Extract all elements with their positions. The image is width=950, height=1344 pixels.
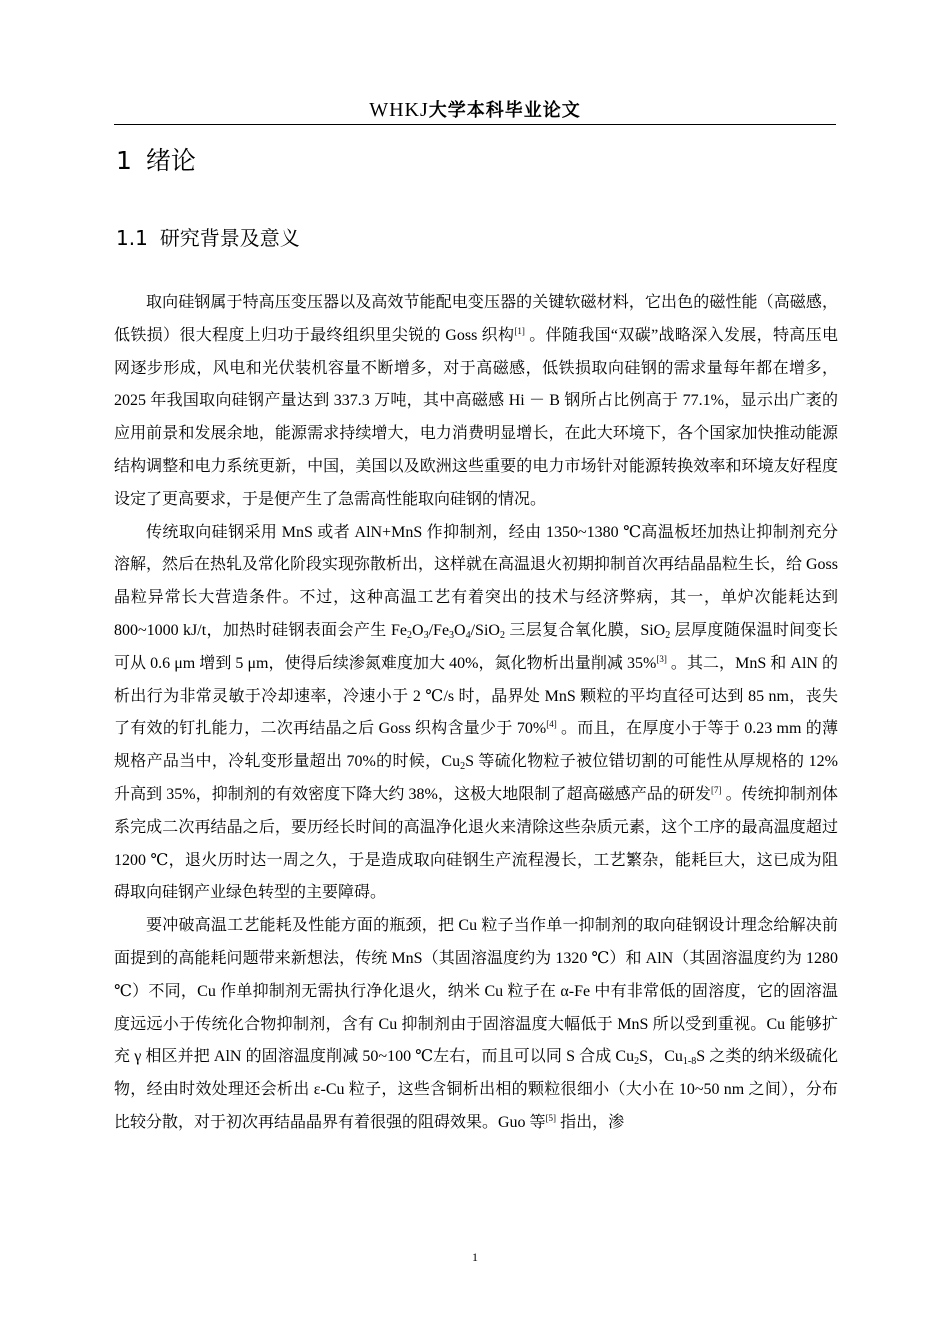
text-run: /Fe [428,621,450,639]
subscript: 4 [465,629,471,641]
subscript: 3 [449,629,455,641]
text-run: 指出，渗 [556,1113,625,1131]
chapter-heading [116,141,196,177]
body-paragraph [114,910,838,1140]
citation-marker: [7] [711,784,722,795]
text-run: 取向硅钢属于特高压变压器以及高效节能配电变压器的关键软磁材料，它出色的磁性能（高磁感，低铁损）很大程度上归功于最终组织里尖锐的 Goss 织构 [114,294,838,344]
text-run: 。其二，MnS 和 AlN 的析出行为非常灵敏于冷却速率，冷速小于 2 ℃/s 时，晶界处 MnS 颗粒的平均直径可达到 85 nm，丧失了有效的钉扎能力，二次再结晶之后 Goss 织构含量少于 70% [114,654,838,738]
text-run: 传统取向硅钢采用 MnS 或者 AlN+MnS 作抑制剂，经由 1350~1380 ℃高温板坯加热让抑制剂充分溶解，然后在热轧及常化阶段实现弥散析出，这样就在高温退火初期抑制首次再结晶晶粒生长，给 Goss 晶粒异常长大营造条件。不过，这种高温工艺有着突出的技术与经济弊病，其一，单炉次能耗达到 800~1000 kJ/t，加热时硅钢表面会产生 Fe [114,523,839,639]
text-run: 三层复合氧化膜，SiO [504,621,666,639]
body-paragraph [114,517,838,911]
citation-marker: [4] [546,719,557,730]
text-run: S 等硫化物粒子被位错切割的可能性从厚规格的 12%升高到 35%，抑制剂的有效密度下降大约 38%，这极大地限制了超高磁感产品的研发 [114,753,838,803]
subscript: 1-8 [682,1056,697,1068]
citation-marker: [1] [514,325,525,336]
text-run: O [454,621,466,639]
text-run: 。传统抑制剂体系完成二次再结晶之后，要历经长时间的高温净化退火来清除这些杂质元素，这个工序的最高温度超过 1200 ℃，退火历时达一周之久，于是造成取向硅钢生产流程漫长，工艺繁杂，能耗巨大，这已成为阻碍取向硅钢产业绿色转型的主要障碍。 [114,785,838,902]
text-run: 。伴随我国“双碳”战略深入发展，特高压电网逐步形成，风电和光伏装机容量不断增多，对于高磁感，低铁损取向硅钢的需求量每年都在增多，2025 年我国取向硅钢产量达到 337.3 万吨，其中高磁感 Hi － B 钢所占比例高于 77.1%，显示出广袤的应用前景和发展余地，能源需求持续增大，电力消费明显增长，在此大环境下，各个国家加快推动能源结构调整和电力系统更新，中国，美国以及欧洲这些重要的电力市场针对能源转换效率和环境友好程度设定了更高要求，于是便产生了急需高性能取向硅钢的情况。 [114,326,838,508]
running-header [114,96,836,125]
subscript: 2 [665,629,671,641]
body-text [114,287,838,1140]
text-run: 。而且，在厚度小于等于 0.23 mm 的薄规格产品当中，冷轧变形量超出 70%的时候，Cu [114,720,838,771]
subscript: 2 [634,1056,640,1068]
header-latin-text: WHKJ [369,99,429,121]
text-run: S，Cu [639,1048,683,1066]
section-heading [116,222,300,251]
subscript: 3 [423,629,429,641]
header-chinese-text: 大学本科毕业论文 [428,100,581,121]
section-title: 研究背景及意义 [159,226,300,250]
body-paragraph [114,287,838,517]
subscript: 2 [460,761,466,773]
text-run: O [412,621,424,639]
text-run: 要冲破高温工艺能耗及性能方面的瓶颈，把 Cu 粒子当作单一抑制剂的取向硅钢设计理念给解决前面提到的高能耗问题带来新想法，传统 MnS（其固溶温度约为 1320 ℃）和 AlN（其固溶温度约为 1280 ℃）不同，Cu 作单抑制剂无需执行净化退火，纳米 Cu 粒子在 α-Fe 中有非常低的固溶度，它的固溶温度远远小于传统化合物抑制剂，含有 Cu 抑制剂由于固溶温度大幅低于 MnS 所以受到重视。Cu 能够扩充 γ 相区并把 AlN 的固溶温度削减 50~100 ℃左右，而且可以同 S 合成 Cu [114,917,838,1066]
text-run: /SiO [470,621,500,639]
subscript: 2 [499,629,505,641]
text-run: S 之类的纳米级硫化物，经由时效处理还会析出 ε-Cu 粒子，这些含铜析出相的颗粒很细小（大小在 10~50 nm 之间），分布比较分散，对于初次再结晶晶界有着很强的阻碍效果。Guo 等 [114,1048,838,1131]
subscript: 2 [407,629,413,641]
chapter-number: 1 [116,146,132,175]
citation-marker: [5] [545,1112,557,1123]
page-number: 1 [472,1250,478,1264]
section-number: 1.1 [116,226,148,250]
chapter-title: 绪论 [145,146,196,175]
citation-marker: [3] [656,653,667,664]
text-run: 层厚度随保温时间变长可从 0.6 μm 增到 5 μm，使得后续渗氮难度加大 40%，氮化物析出量削减 35% [114,621,838,672]
